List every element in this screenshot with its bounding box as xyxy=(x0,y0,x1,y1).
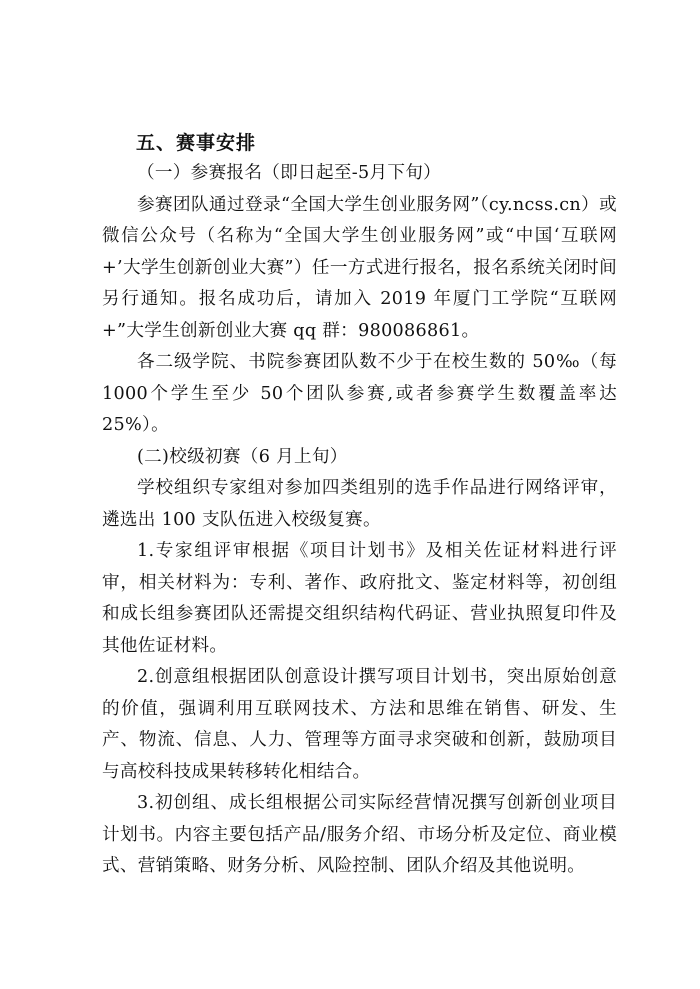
preliminary-paragraph-1: 学校组织专家组对参加四类组别的选手作品进行网络评审，遴选出 100 支队伍进入校级复赛。 xyxy=(102,478,617,530)
preliminary-title: (二)校级初赛（6 月上旬） xyxy=(137,446,348,467)
section-heading: 五、赛事安排 xyxy=(136,132,257,154)
preliminary-item-2: 2.创意组根据团队创意设计撰写项目计划书，突出原始创意的价值，强调利用互联网技术、方法和思维在销售、研发、生产、物流、信息、人力、管理等方面寻求突破和创新，鼓励项目与高校科技成果转移转化相结合。 xyxy=(102,667,617,782)
preliminary-item-3: 3.初创组、成长组根据公司实际经营情况撰写创新创业项目计划书。内容主要包括产品/服务介绍、市场分析及定位、商业模式、营销策略、财务分析、风险控制、团队介绍及其他说明。 xyxy=(102,793,617,876)
registration-paragraph-1: 参赛团队通过登录“全国大学生创业服务网”（cy.ncss.cn）或微信公众号（名称为“全国大学生创业服务网”或“中国‘互联网+’大学生创新创业大赛”）任一方式进行报名，报名系统关闭时间另行通知。报名成功后，请加入 2019 年厦门工学院“互联网+”大学生创新创业大赛 qq 群：980086861。 xyxy=(102,194,617,341)
document-body xyxy=(102,128,617,883)
registration-title: （一）参赛报名（即日起至-5月下旬） xyxy=(137,163,442,183)
registration-paragraph-2: 各二级学院、书院参赛团队数不少于在校生数的 50‰（每 1000个学生至少 50个团队参赛,或者参赛学生数覆盖率达 25%）。 xyxy=(102,352,617,435)
preliminary-item-1: 1.专家组评审根据《项目计划书》及相关佐证材料进行评审，相关材料为：专利、著作、政府批文、鉴定材料等，初创组和成长组参赛团队还需提交组织结构代码证、营业执照复印件及其他佐证材料。 xyxy=(102,541,617,656)
